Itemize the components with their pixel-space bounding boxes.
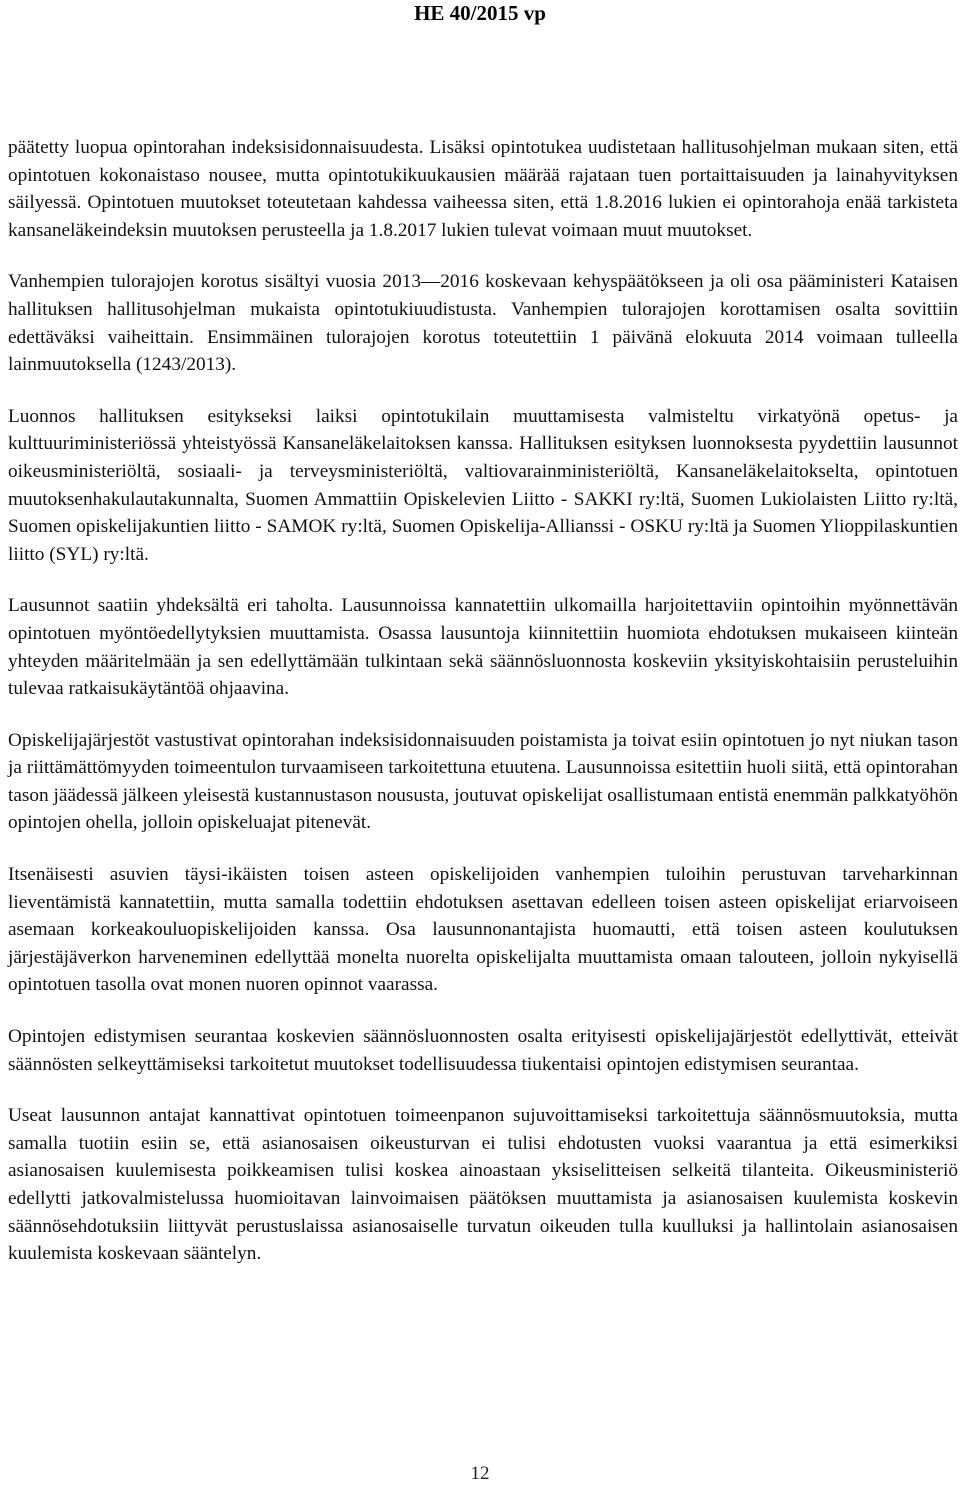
- paragraph: Luonnos hallituksen esitykseksi laiksi opintotukilain muuttamisesta valmisteltu virkatyönä opetus- ja kulttuuriministeriössä yhteistyössä Kansaneläkelaitoksen kanssa. Hallituksen esityksen luonnoksesta pyydettiin lausunnot oikeusministeriöltä, sosiaali- ja terveysministeriöltä, valtiovarainministeriöltä, Kansaneläkelaitokselta, opintotuen muutoksenhakulautakunnalta, Suomen Ammattiin Opiskelevien Liitto - SAKKI ry:ltä, Suomen Lukiolaisten Liitto ry:ltä, Suomen opiskelijakuntien liitto - SAMOK ry:ltä, Suomen Opiskelija-Allianssi - OSKU ry:ltä ja Suomen Ylioppilaskuntien liitto (SYL) ry:ltä.: [8, 405, 958, 565]
- paragraph: Vanhempien tulorajojen korotus sisältyi vuosia 2013—2016 koskevaan kehyspäätökseen ja oli osa pääministeri Kataisen hallituksen hallitusohjelman mukaista opintotukiuudistusta. Vanhempien tulorajojen korottamisen osalta sovittiin edettäväksi vaiheittain. Ensimmäinen tulorajojen korotus toteutettiin 1 päivänä elokuuta 2014 voimaan tulleella lainmuutoksella (1243/2013).: [8, 271, 958, 376]
- document-header: HE 40/2015 vp: [414, 1, 546, 25]
- paragraph: päätetty luopua opintorahan indeksisidonnaisuudesta. Lisäksi opintotukea uudistetaan hallitusohjelman mukaan siten, että opintotuen kokonaistaso nousee, mutta opintotukikuukausien määrää rajataan tuen portaittaisuuden ja lainahyvityksen säilyessä. Opintotuen muutokset toteutetaan kahdessa vaiheessa siten, että 1.8.2016 lukien ei opintorahoja enää tarkisteta kansaneläkeindeksin muutoksen perusteella ja 1.8.2017 lukien tulevat voimaan muut muutokset.: [8, 137, 958, 241]
- paragraph: Lausunnot saatiin yhdeksältä eri taholta. Lausunnoissa kannatettiin ulkomailla harjoitettaviin opintoihin myönnettävän opintotuen myöntöedellytyksien muuttamista. Osassa lausuntoja kiinnitettiin huomiota ehdotuksen mukaiseen kiinteän yhteyden määritelmään ja sen edellyttämään tulkintaan sekä säännösluonnosta koskeviin yksityiskohtaisiin perusteluihin tulevaa ratkaisukäytäntöä ohjaavina.: [8, 595, 958, 700]
- paragraph: Useat lausunnon antajat kannattivat opintotuen toimeenpanon sujuvoittamiseksi tarkoitettuja säännösmuutoksia, mutta samalla tuotiin esiin se, että asianosaisen oikeusturvan ei tulisi ehdotusten vuoksi vaarantua ja että esimerkiksi asianosaisen kuulemisesta poikkeamisen tulisi koskea ainoastaan yksiselitteisen selkeitä tilanteita. Oikeusministeriö edellytti jatkovalmistelussa huomioitavan lainvoimaisen päätöksen muuttamista ja asianosaisen kuulemista koskevin säännösehdotuksiin liittyvät perustuslaissa asianosaiselle turvatun oikeuden tulla kuulluksi ja hallintolain asianosaisen kuulemista koskevaan sääntelyn.: [8, 1105, 958, 1265]
- paragraph: Opintojen edistymisen seurantaa koskevien säännösluonnosten osalta erityisesti opiskelijajärjestöt edellyttivät, etteivät säännösten selkeyttämiseksi tarkoitetut muutokset todellisuudessa tiukentaisi opintojen edistymisen seurantaa.: [8, 1026, 958, 1075]
- paragraph: Itsenäisesti asuvien täysi-ikäisten toisen asteen opiskelijoiden vanhempien tuloihin perustuvan tarveharkinnan lieventämistä kannatettiin, mutta samalla todettiin ehdotuksen asettavan edelleen toisen asteen opiskelijat eriarvoiseen asemaan korkeakouluopiskelijoiden kanssa. Osa lausunnonantajista huomautti, että toisen asteen koulutuksen järjestäjäverkon harveneminen edellyttää monelta nuorelta opiskelijalta muuttamista omaan talouteen, jolloin nykyisellä opintotuen tasolla ovat monen nuoren opinnot vaarassa.: [8, 864, 958, 996]
- page-number: 12: [470, 1463, 490, 1484]
- paragraph: Opiskelijajärjestöt vastustivat opintorahan indeksisidonnaisuuden poistamista ja toivat esiin opintotuen jo nyt niukan tason ja riittämättömyyden toimeentulon turvaamiseen tarkoitettuna etuutena. Lausunnoissa esitettiin huoli siitä, että opintorahan tason jäädessä jälkeen yleisestä kustannustason noususta, joutuvat opiskelijat osallistumaan entistä enemmän palkkatyöhön opintojen ohella, jolloin opiskeluajat pitenevät.: [8, 729, 958, 834]
- document-body: [8, 134, 958, 1292]
